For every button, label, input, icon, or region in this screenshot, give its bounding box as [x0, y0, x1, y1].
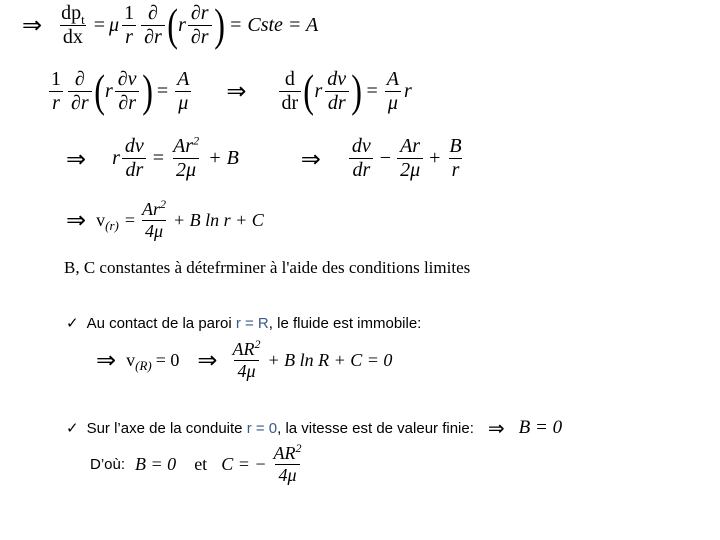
mu-symbol: μ — [109, 13, 120, 36]
check-icon: ✓ — [66, 419, 79, 437]
equation-3: ⇒ r $\frac{dv}{dr}$ = $\frac{Ar^2}{2\mu}$ + B ⇒ $\frac{dv}{dr}$ − $\frac{Ar}{2\mu}$ + $\frac{B}{r}$ — [66, 133, 462, 181]
condition-wall: ✓ Au contact de la paroi r = R , le fluide est immobile: — [66, 314, 422, 332]
implies-icon: ⇒ — [487, 416, 505, 440]
constants-statement: B, C constantes à détefrminer à l'aide des conditions limites — [64, 258, 471, 277]
right-paren: ) — [213, 0, 225, 50]
fraction-dp-dx: $\frac{dp_t}{dx}$ — [61, 1, 85, 48]
implies-icon: ⇒ — [96, 346, 117, 375]
equals-sign: = — [93, 13, 106, 36]
equation-rhs: = Cste = A — [228, 13, 319, 36]
fraction-1-r: $\frac{1}{r}$ — [124, 1, 135, 48]
equation-5: ⇒ v $_{(R)}$ = 0 ⇒ $\frac{AR^2}{4\mu}$ + B ln R + C = 0 — [96, 337, 393, 381]
check-icon: ✓ — [66, 314, 79, 332]
condition-axis: ✓ Sur l’axe de la conduite r = 0 , la vitesse est de valeur finie: ⇒ B = 0 — [66, 416, 563, 440]
implies-icon: ⇒ — [197, 346, 218, 375]
implies-icon: ⇒ — [226, 77, 247, 105]
final-result: D’où: B = 0 et C = − $\frac{AR^2}{4\mu}$ — [90, 441, 302, 485]
implies-icon: ⇒ — [66, 144, 87, 173]
implies-icon: ⇒ — [300, 144, 321, 173]
implies-icon: ⇒ — [22, 11, 43, 39]
fraction-dr-dr: $\frac{\partial r}{\partial r}$ — [188, 3, 212, 48]
left-paren: ( — [167, 0, 178, 50]
equation-4: ⇒ v $_{(r)}$ = $\frac{Ar^2}{4\mu}$ + B ln r + C — [66, 197, 264, 241]
implies-icon: ⇒ — [66, 206, 87, 235]
equation-2: $\frac{1}{r}$ $\frac{\partial}{\partial r}$ ( r $\frac{\partial v}{\partial r}$ ) = $\frac{A}{\mu}$ ⇒ $\frac{d}{dr}$ ( r $\frac{dv}{dr}$ ) = $\frac{A}{\mu}$ r — [51, 65, 412, 116]
equation-1: ⇒ $\frac{dp_t}{dx}$ = μ $\frac{1}{r}$ $\frac{\partial}{\partial r}$ ( r $\frac{\partial r}{\partial r}$ ) = Cste = A — [22, 0, 319, 50]
fraction-partial-r: $\frac{\partial}{\partial r}$ — [141, 3, 165, 48]
